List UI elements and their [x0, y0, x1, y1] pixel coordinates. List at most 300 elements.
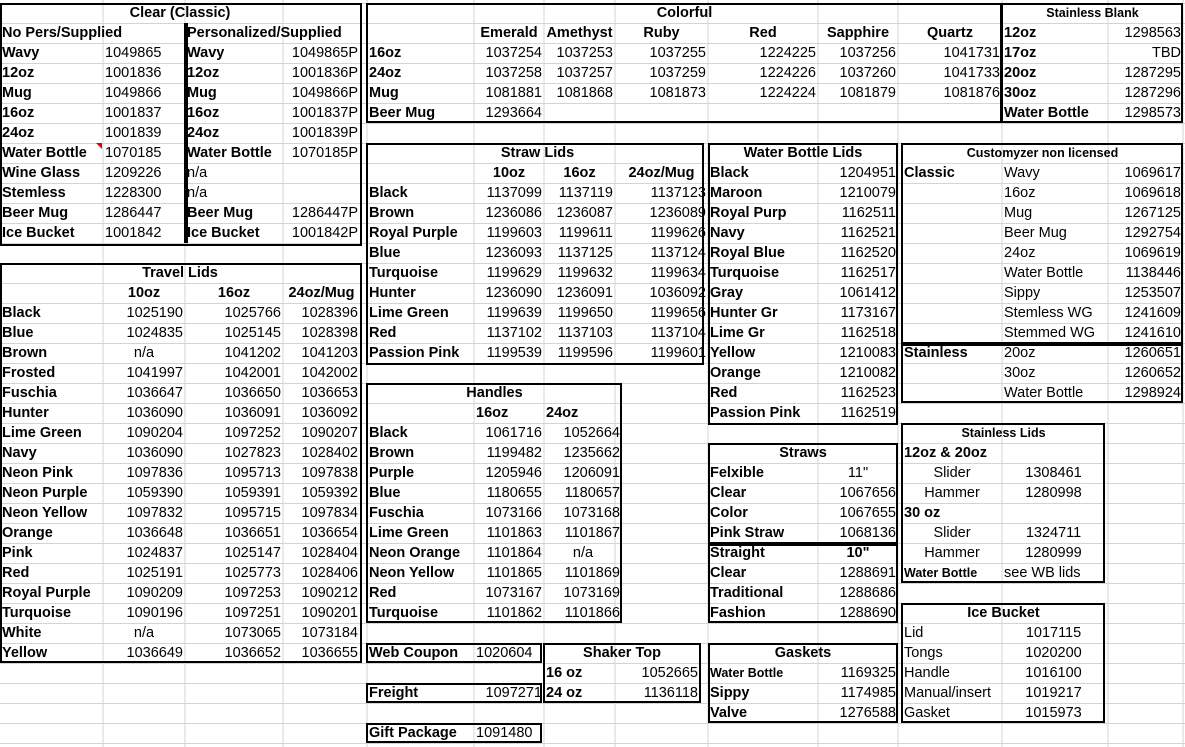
cell[interactable]: Mug: [2, 85, 32, 101]
cell[interactable]: 1162517: [840, 265, 896, 281]
cell[interactable]: 1070185P: [291, 145, 358, 161]
cell[interactable]: 1292754: [1124, 225, 1181, 241]
cell[interactable]: 1036655: [301, 645, 358, 661]
cell[interactable]: 1209226: [105, 165, 162, 181]
cell[interactable]: 16 oz: [546, 665, 583, 681]
cell[interactable]: 1199601: [650, 345, 706, 361]
cell[interactable]: Lime Gr: [710, 325, 765, 341]
cell[interactable]: Hammer: [924, 545, 980, 561]
cell[interactable]: White: [2, 625, 42, 641]
cell[interactable]: 1136118: [643, 685, 698, 701]
cell[interactable]: 1059390: [126, 485, 183, 501]
cell[interactable]: 1162521: [840, 225, 896, 241]
cell[interactable]: 1090201: [301, 605, 358, 621]
cell[interactable]: Freight: [369, 685, 419, 701]
cell[interactable]: 1081879: [839, 85, 896, 101]
cell[interactable]: Fuschia: [369, 505, 424, 521]
cell[interactable]: n/a: [572, 545, 594, 561]
cell[interactable]: 1235662: [563, 445, 620, 461]
cell[interactable]: 1180655: [486, 485, 542, 501]
cell[interactable]: 1041731: [943, 45, 1000, 61]
cell[interactable]: 1041203: [301, 345, 358, 361]
cell[interactable]: 1137103: [557, 325, 613, 341]
cell[interactable]: 1049866P: [291, 85, 358, 101]
cell[interactable]: 10oz: [127, 285, 161, 301]
cell[interactable]: 16oz: [187, 105, 220, 121]
cell[interactable]: 1025766: [224, 305, 281, 321]
cell[interactable]: 1169325: [840, 665, 896, 681]
cell[interactable]: 1199634: [650, 265, 706, 281]
cell[interactable]: 1260651: [1124, 345, 1181, 361]
cell[interactable]: 1298563: [1124, 25, 1181, 41]
cell[interactable]: Stainless Lids: [961, 426, 1046, 440]
cell[interactable]: Water Bottle: [187, 145, 272, 161]
cell[interactable]: 1028406: [301, 565, 358, 581]
cell[interactable]: 1028404: [301, 545, 358, 561]
cell[interactable]: 1036092: [301, 405, 358, 421]
cell[interactable]: Sippy: [1004, 285, 1041, 301]
cell[interactable]: Stainless Blank: [1046, 6, 1139, 20]
cell[interactable]: 1041202: [224, 345, 281, 361]
cell[interactable]: 1101866: [564, 605, 620, 621]
cell[interactable]: 1001836P: [291, 65, 358, 81]
cell[interactable]: 1101862: [486, 605, 542, 621]
cell[interactable]: 1001836: [105, 65, 162, 81]
cell[interactable]: 1015973: [1025, 705, 1082, 721]
cell[interactable]: Mug: [1004, 205, 1033, 221]
cell[interactable]: Manual/insert: [904, 685, 992, 701]
cell[interactable]: 1037257: [556, 65, 613, 81]
cell[interactable]: 1095715: [224, 505, 281, 521]
cell[interactable]: 1036649: [126, 645, 183, 661]
comment-indicator-icon[interactable]: [96, 143, 102, 149]
cell[interactable]: Quartz: [927, 25, 973, 41]
cell[interactable]: 1224225: [759, 45, 816, 61]
cell[interactable]: Brown: [369, 205, 415, 221]
cell[interactable]: Wavy: [2, 45, 40, 61]
cell[interactable]: 1036653: [301, 385, 358, 401]
cell[interactable]: 1287296: [1124, 85, 1181, 101]
cell[interactable]: 1068136: [839, 525, 896, 541]
cell[interactable]: Pink: [2, 545, 33, 561]
cell[interactable]: 1286447P: [291, 205, 358, 221]
cell[interactable]: 1228300: [105, 185, 162, 201]
cell[interactable]: Tongs: [904, 645, 943, 661]
cell[interactable]: 1199629: [486, 265, 542, 281]
cell[interactable]: 1036090: [126, 405, 183, 421]
cell[interactable]: 1253507: [1124, 285, 1181, 301]
cell[interactable]: 1081876: [943, 85, 1000, 101]
cell[interactable]: see WB lids: [1004, 565, 1081, 581]
cell[interactable]: Hunter: [2, 405, 49, 421]
cell[interactable]: Ice Bucket: [187, 225, 260, 241]
cell[interactable]: n/a: [187, 185, 208, 201]
cell[interactable]: Orange: [2, 525, 53, 541]
cell[interactable]: 1097838: [301, 465, 358, 481]
cell[interactable]: 1101863: [486, 525, 542, 541]
cell[interactable]: 1016100: [1025, 665, 1082, 681]
cell[interactable]: Gray: [710, 285, 744, 301]
cell[interactable]: 1041997: [126, 365, 183, 381]
cell[interactable]: 1199539: [486, 345, 542, 361]
cell[interactable]: 1199656: [650, 305, 706, 321]
cell[interactable]: 1059392: [301, 485, 358, 501]
cell[interactable]: 1162523: [840, 385, 896, 401]
cell[interactable]: 1206091: [563, 465, 620, 481]
cell[interactable]: 1090204: [126, 425, 183, 441]
cell[interactable]: 1137124: [650, 245, 706, 261]
cell[interactable]: 1020604: [476, 645, 533, 661]
cell[interactable]: Brown: [2, 345, 48, 361]
cell[interactable]: 1001842: [105, 225, 162, 241]
cell[interactable]: 1090207: [301, 425, 358, 441]
cell[interactable]: 1288686: [839, 585, 896, 601]
cell[interactable]: 1241609: [1124, 305, 1181, 321]
cell[interactable]: 1090196: [126, 605, 183, 621]
cell[interactable]: 24oz: [2, 125, 35, 141]
cell[interactable]: 1173167: [840, 305, 896, 321]
cell[interactable]: Passion Pink: [710, 405, 801, 421]
cell[interactable]: 1288690: [839, 605, 896, 621]
cell[interactable]: Brown: [369, 445, 415, 461]
cell[interactable]: Water Bottle: [710, 666, 784, 680]
cell[interactable]: 24oz: [369, 65, 402, 81]
cell[interactable]: 1097253: [224, 585, 281, 601]
cell[interactable]: 1324711: [1025, 525, 1082, 541]
cell[interactable]: 1280999: [1025, 545, 1082, 561]
cell[interactable]: 1097834: [301, 505, 358, 521]
cell[interactable]: n/a: [133, 625, 155, 641]
cell[interactable]: Water Bottle: [1004, 265, 1084, 281]
cell[interactable]: 1210082: [839, 365, 896, 381]
cell[interactable]: 1042001: [224, 365, 281, 381]
cell[interactable]: 1137104: [650, 325, 706, 341]
cell[interactable]: 1037254: [485, 45, 542, 61]
cell[interactable]: Customyzer non licensed: [966, 146, 1119, 160]
cell[interactable]: Ice Bucket: [967, 605, 1040, 621]
cell[interactable]: Traditional: [710, 585, 784, 601]
cell[interactable]: Valve: [710, 705, 748, 721]
cell[interactable]: 1037259: [649, 65, 706, 81]
cell[interactable]: 24oz/Mug: [288, 285, 355, 301]
cell[interactable]: 1224226: [759, 65, 816, 81]
cell[interactable]: 1199482: [486, 445, 542, 461]
cell[interactable]: 1067655: [839, 505, 896, 521]
cell[interactable]: 1001837: [105, 105, 162, 121]
cell[interactable]: 1073166: [485, 505, 542, 521]
cell[interactable]: Gift Package: [369, 725, 457, 741]
cell[interactable]: 1037256: [839, 45, 896, 61]
cell[interactable]: Black: [369, 425, 408, 441]
cell[interactable]: 1236090: [485, 285, 542, 301]
cell[interactable]: 1199632: [557, 265, 613, 281]
cell[interactable]: 1101869: [564, 565, 620, 581]
cell[interactable]: 1036651: [224, 525, 281, 541]
cell[interactable]: Lime Green: [369, 305, 449, 321]
cell[interactable]: 1081868: [556, 85, 613, 101]
cell[interactable]: 24 oz: [546, 685, 583, 701]
cell[interactable]: 1260652: [1124, 365, 1181, 381]
cell[interactable]: Royal Blue: [710, 245, 785, 261]
cell[interactable]: Slider: [933, 465, 971, 481]
cell[interactable]: Stemless: [2, 185, 66, 201]
cell[interactable]: Stemmed WG: [1004, 325, 1096, 341]
cell[interactable]: 16oz: [563, 165, 596, 181]
cell[interactable]: Clear: [710, 565, 747, 581]
cell[interactable]: Emerald: [480, 25, 538, 41]
cell[interactable]: 24oz: [1004, 245, 1036, 261]
cell[interactable]: 1236091: [556, 285, 613, 301]
cell[interactable]: Travel Lids: [142, 265, 218, 281]
cell[interactable]: 1081881: [485, 85, 542, 101]
cell[interactable]: 16oz: [217, 285, 251, 301]
cell[interactable]: 1028402: [301, 445, 358, 461]
cell[interactable]: 1287295: [1124, 65, 1181, 81]
cell[interactable]: Lid: [904, 625, 924, 641]
cell[interactable]: 1180657: [564, 485, 620, 501]
cell[interactable]: 1059391: [224, 485, 281, 501]
cell[interactable]: 16oz: [476, 405, 509, 421]
cell[interactable]: Stemless WG: [1004, 305, 1093, 321]
cell[interactable]: Stainless: [904, 345, 968, 361]
cell[interactable]: 1288691: [839, 565, 896, 581]
cell[interactable]: Hunter Gr: [710, 305, 778, 321]
cell[interactable]: 1091480: [476, 725, 533, 741]
cell[interactable]: 1199611: [558, 225, 613, 241]
cell[interactable]: 1199626: [650, 225, 706, 241]
cell[interactable]: Yellow: [2, 645, 48, 661]
cell[interactable]: 30 oz: [904, 505, 941, 521]
cell[interactable]: 16oz: [369, 45, 402, 61]
cell[interactable]: 1137102: [486, 325, 542, 341]
cell[interactable]: Royal Purple: [2, 585, 91, 601]
cell[interactable]: 1049865: [105, 45, 162, 61]
cell[interactable]: Lime Green: [2, 425, 82, 441]
cell[interactable]: 1036091: [224, 405, 281, 421]
cell[interactable]: Personalized/Supplied: [187, 25, 342, 41]
cell[interactable]: 1097832: [126, 505, 183, 521]
cell[interactable]: 1236086: [485, 205, 542, 221]
cell[interactable]: 11": [847, 465, 869, 481]
cell[interactable]: Navy: [2, 445, 37, 461]
cell[interactable]: 1037260: [839, 65, 896, 81]
cell[interactable]: Sippy: [710, 685, 750, 701]
cell[interactable]: Beer Mug: [369, 105, 436, 121]
cell[interactable]: Mug: [369, 85, 399, 101]
cell[interactable]: 1236089: [649, 205, 706, 221]
cell[interactable]: 1298573: [1124, 105, 1181, 121]
cell[interactable]: 1308461: [1025, 465, 1082, 481]
cell[interactable]: 1073168: [563, 505, 620, 521]
cell[interactable]: 1025190: [126, 305, 183, 321]
cell[interactable]: 1162519: [840, 405, 896, 421]
cell[interactable]: Purple: [369, 465, 415, 481]
cell[interactable]: Blue: [2, 325, 34, 341]
cell[interactable]: 1241610: [1124, 325, 1181, 341]
cell[interactable]: 20oz: [1004, 65, 1037, 81]
cell[interactable]: 17oz: [1004, 45, 1037, 61]
cell[interactable]: 1199650: [557, 305, 613, 321]
cell[interactable]: Wavy: [1004, 165, 1040, 181]
cell[interactable]: 1097836: [126, 465, 183, 481]
cell[interactable]: 1224224: [759, 85, 816, 101]
cell[interactable]: 1101865: [486, 565, 542, 581]
cell[interactable]: Mug: [187, 85, 217, 101]
cell[interactable]: Ice Bucket: [2, 225, 75, 241]
cell[interactable]: Navy: [710, 225, 745, 241]
cell[interactable]: 12oz: [1004, 25, 1037, 41]
cell[interactable]: Hunter: [369, 285, 416, 301]
cell[interactable]: 1276588: [839, 705, 896, 721]
cell[interactable]: Water Bottle: [1004, 105, 1089, 121]
cell[interactable]: Beer Mug: [2, 205, 69, 221]
cell[interactable]: 1037258: [485, 65, 542, 81]
cell[interactable]: 1280998: [1025, 485, 1082, 501]
cell[interactable]: 12oz: [187, 65, 220, 81]
cell[interactable]: Shaker Top: [583, 645, 661, 661]
cell[interactable]: 1097271: [485, 685, 542, 701]
cell[interactable]: 10": [846, 545, 870, 561]
cell[interactable]: 1001842P: [291, 225, 358, 241]
cell[interactable]: 1036092: [649, 285, 706, 301]
cell[interactable]: 1205946: [485, 465, 542, 481]
cell[interactable]: 1090212: [301, 585, 358, 601]
cell[interactable]: 1036650: [224, 385, 281, 401]
cell[interactable]: Maroon: [710, 185, 763, 201]
cell[interactable]: 30oz: [1004, 85, 1037, 101]
cell[interactable]: 30oz: [1004, 365, 1036, 381]
cell[interactable]: 1286447: [105, 205, 162, 221]
cell[interactable]: Clear: [710, 485, 747, 501]
cell[interactable]: 1298924: [1124, 385, 1181, 401]
cell[interactable]: 1061716: [485, 425, 542, 441]
cell[interactable]: Gasket: [904, 705, 950, 721]
cell[interactable]: 1041733: [943, 65, 1000, 81]
cell[interactable]: Water Bottle: [1004, 385, 1084, 401]
cell[interactable]: Color: [710, 505, 748, 521]
cell[interactable]: 1101867: [564, 525, 620, 541]
cell[interactable]: 12oz & 20oz: [904, 445, 987, 461]
cell[interactable]: 1137119: [558, 185, 613, 201]
cell[interactable]: No Pers/Supplied: [2, 25, 123, 41]
cell[interactable]: Neon Pink: [2, 465, 73, 481]
cell[interactable]: 1067656: [839, 485, 896, 501]
cell[interactable]: 1025773: [224, 565, 281, 581]
cell[interactable]: Lime Green: [369, 525, 449, 541]
cell[interactable]: Blue: [369, 245, 401, 261]
cell[interactable]: Neon Orange: [369, 545, 461, 561]
cell[interactable]: 1037255: [649, 45, 706, 61]
cell[interactable]: TBD: [1152, 45, 1181, 61]
cell[interactable]: 1073065: [224, 625, 281, 641]
cell[interactable]: 1204951: [839, 165, 896, 181]
cell[interactable]: 1024835: [126, 325, 183, 341]
cell[interactable]: Black: [369, 185, 408, 201]
cell[interactable]: 1097252: [224, 425, 281, 441]
cell[interactable]: 1069617: [1124, 165, 1181, 181]
cell[interactable]: Classic: [904, 165, 955, 181]
cell[interactable]: 1036654: [301, 525, 358, 541]
cell[interactable]: 16oz: [1004, 185, 1036, 201]
cell[interactable]: 1049865P: [291, 45, 358, 61]
cell[interactable]: Orange: [710, 365, 761, 381]
cell[interactable]: 1101864: [486, 545, 542, 561]
cell[interactable]: Handle: [904, 665, 950, 681]
cell[interactable]: 1001839: [105, 125, 162, 141]
cell[interactable]: Royal Purple: [369, 225, 458, 241]
cell[interactable]: 1025191: [126, 565, 183, 581]
cell[interactable]: Neon Yellow: [2, 505, 88, 521]
cell[interactable]: 1267125: [1124, 205, 1181, 221]
cell[interactable]: n/a: [133, 345, 155, 361]
cell[interactable]: 1199639: [486, 305, 542, 321]
cell[interactable]: 1162511: [841, 205, 896, 221]
cell[interactable]: 1137099: [486, 185, 542, 201]
cell[interactable]: 1036652: [224, 645, 281, 661]
cell[interactable]: 1210079: [839, 185, 896, 201]
cell[interactable]: 1069618: [1124, 185, 1181, 201]
cell[interactable]: 24oz: [187, 125, 220, 141]
cell[interactable]: 1024837: [126, 545, 183, 561]
cell[interactable]: Royal Purp: [710, 205, 787, 221]
cell[interactable]: Neon Yellow: [369, 565, 455, 581]
cell[interactable]: 1001839P: [291, 125, 358, 141]
cell[interactable]: 1052665: [641, 665, 698, 681]
cell[interactable]: 24oz/Mug: [628, 165, 695, 181]
cell[interactable]: 16oz: [2, 105, 35, 121]
cell[interactable]: Turquoise: [2, 605, 72, 621]
cell[interactable]: Ruby: [643, 25, 680, 41]
cell[interactable]: Red: [2, 565, 30, 581]
cell[interactable]: 1042002: [301, 365, 358, 381]
cell[interactable]: Blue: [369, 485, 401, 501]
cell[interactable]: 1028398: [301, 325, 358, 341]
cell[interactable]: 1020200: [1025, 645, 1082, 661]
cell[interactable]: 1073169: [563, 585, 620, 601]
cell[interactable]: 1025145: [224, 325, 281, 341]
cell[interactable]: Turquoise: [710, 265, 780, 281]
cell[interactable]: Felxible: [710, 465, 764, 481]
cell[interactable]: 1199603: [486, 225, 542, 241]
cell[interactable]: 1027823: [224, 445, 281, 461]
cell[interactable]: Red: [749, 25, 777, 41]
cell[interactable]: Amethyst: [546, 25, 613, 41]
cell[interactable]: Red: [369, 325, 397, 341]
cell[interactable]: 1090209: [126, 585, 183, 601]
cell[interactable]: Water Bottle Lids: [743, 145, 863, 161]
cell[interactable]: Fashion: [710, 605, 766, 621]
cell[interactable]: 1025147: [224, 545, 281, 561]
cell[interactable]: Straw Lids: [500, 145, 575, 161]
cell[interactable]: 10oz: [492, 165, 526, 181]
cell[interactable]: 1036647: [126, 385, 183, 401]
cell[interactable]: Turquoise: [369, 265, 439, 281]
cell[interactable]: Hammer: [924, 485, 980, 501]
cell[interactable]: Slider: [933, 525, 971, 541]
cell[interactable]: Web Coupon: [369, 645, 459, 661]
cell[interactable]: 1174985: [840, 685, 896, 701]
cell[interactable]: Fuschia: [2, 385, 57, 401]
cell[interactable]: 1210083: [839, 345, 896, 361]
cell[interactable]: Black: [2, 305, 41, 321]
cell[interactable]: 1036648: [126, 525, 183, 541]
cell[interactable]: Straws: [779, 445, 827, 461]
cell[interactable]: 1037253: [556, 45, 613, 61]
cell[interactable]: Red: [369, 585, 397, 601]
cell[interactable]: Beer Mug: [1004, 225, 1067, 241]
cell[interactable]: 1162518: [840, 325, 896, 341]
cell[interactable]: 1036090: [126, 445, 183, 461]
